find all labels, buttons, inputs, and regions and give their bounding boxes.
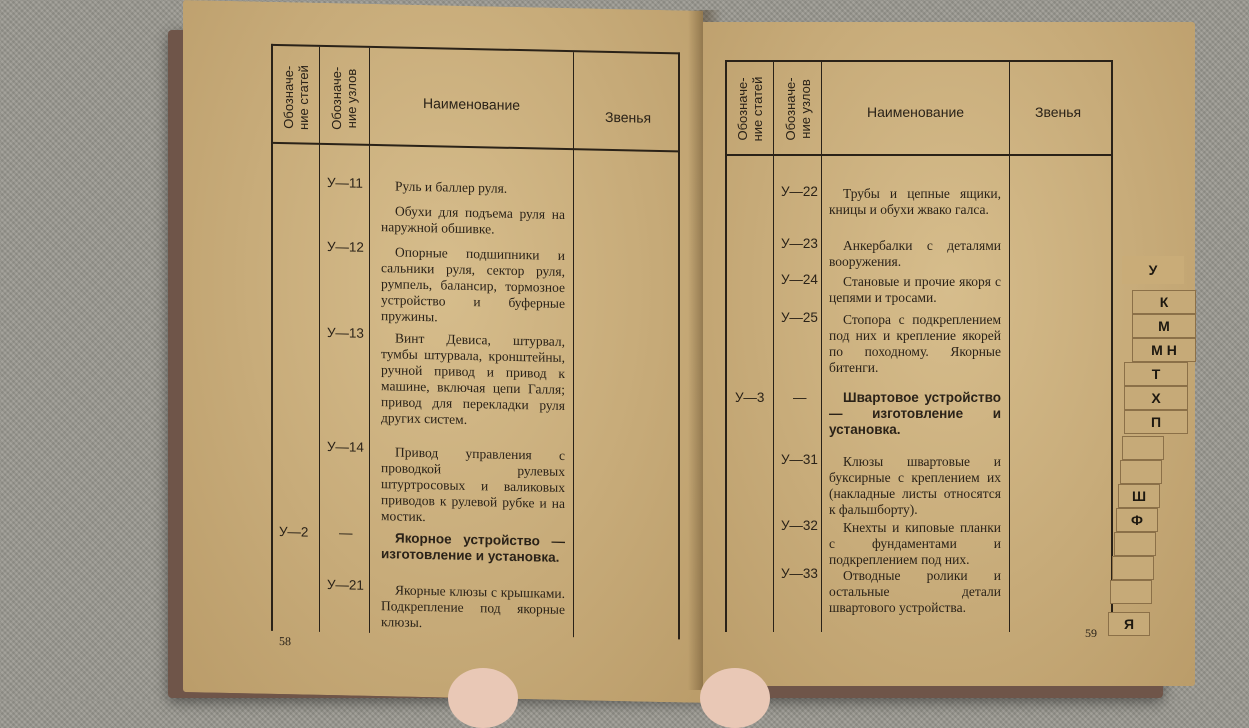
col-header-name: Наименование (867, 104, 965, 120)
row-text: Винт Девиса, штурвал, тумбы штурвала, кронштейны, ручной привод и привод к машине, включая цепи Галля; привод для перекладки руля других систем. (381, 330, 565, 427)
index-tab[interactable] (1114, 532, 1156, 556)
col-header-links: Звенья (1035, 104, 1082, 120)
index-tab[interactable]: Ш (1118, 484, 1160, 508)
row-text: Опорные подшипники и сальники руля, сектор руля, румпель, балансир, тормозное устройство и буферные пружины. (381, 244, 565, 325)
row-text: Обухи для подъема руля на наружной обшивке. (381, 203, 565, 237)
index-tab[interactable]: У (1122, 256, 1184, 284)
node-code: У—13 (327, 325, 364, 341)
row-text: Трубы и цепные ящики, кницы и обухи жвако галса. (829, 186, 1001, 217)
col-header-links: Звенья (605, 108, 652, 126)
index-tab[interactable] (1110, 580, 1152, 604)
col-header-nodes: Обозначе- ние узлов (783, 77, 813, 141)
col-header-articles: Обозначе- ние статей (735, 76, 765, 142)
node-code: У—33 (781, 566, 818, 581)
row-text: Анкербалки с деталями вооружения. (829, 238, 1001, 269)
col-header-nodes: Обозначе- ние узлов (329, 66, 359, 130)
row-text-bold: Швартовое устройство — изготовление и установка. (829, 390, 1001, 437)
page-number: 58 (279, 634, 291, 649)
row-text: Стопора с подкреплением под них и крепление якорей по походному. Якорные битенги. (829, 312, 1001, 375)
index-tab[interactable] (1120, 460, 1162, 484)
node-code: — (793, 390, 807, 405)
index-tab[interactable]: П (1124, 410, 1188, 434)
thumb (448, 668, 518, 728)
thumb (700, 668, 770, 728)
article-code: У—3 (735, 390, 765, 405)
index-tab[interactable]: К (1132, 290, 1196, 314)
node-code: У—25 (781, 310, 818, 325)
page-number: 59 (1085, 626, 1097, 640)
index-tab[interactable] (1112, 556, 1154, 580)
node-code: У—24 (781, 272, 818, 287)
index-tab[interactable]: Х (1124, 386, 1188, 410)
row-text: Якорные клюзы с крышками. Подкрепление под якорные клюзы. (381, 582, 565, 631)
node-code: У—21 (327, 577, 364, 593)
row-text: Привод управления с проводкой рулевых штуртросовых и валиковых приводов к рулевой рубке и на мостик. (381, 444, 565, 525)
row-text: Становые и прочие якоря с цепями и тросами. (829, 274, 1001, 305)
index-tab[interactable]: Т (1124, 362, 1188, 386)
node-code: У—12 (327, 239, 364, 255)
row-text-bold: Якорное устройство — изготовление и установка. (381, 530, 565, 565)
left-page (183, 0, 703, 703)
row-text: Клюзы швартовые и буксирные с креплением их (накладные листы относятся к фальшборту). (829, 454, 1001, 517)
index-tab[interactable]: Ф (1116, 508, 1158, 532)
col-header-articles: Обозначе- ние статей (281, 64, 311, 131)
article-code: У—2 (279, 524, 309, 540)
node-code: У—22 (781, 184, 818, 199)
node-code: — (339, 525, 353, 541)
node-code: У—32 (781, 518, 818, 533)
row-text: Кнехты и киповые планки с фундаментами и подкреплением под них. (829, 520, 1001, 567)
right-table (725, 60, 1113, 632)
col-header-name: Наименование (423, 95, 521, 114)
row-text: Руль и баллер руля. (395, 178, 508, 196)
index-tab[interactable]: М (1132, 314, 1196, 338)
index-tab[interactable]: М Н (1132, 338, 1196, 362)
index-tab[interactable]: Я (1108, 612, 1150, 636)
node-code: У—14 (327, 439, 364, 455)
index-tab[interactable] (1122, 436, 1164, 460)
node-code: У—23 (781, 236, 818, 251)
node-code: У—11 (327, 175, 363, 191)
node-code: У—31 (781, 452, 818, 467)
row-text: Отводные ролики и остальные детали швартового устройства. (829, 568, 1001, 615)
left-table (271, 44, 680, 640)
